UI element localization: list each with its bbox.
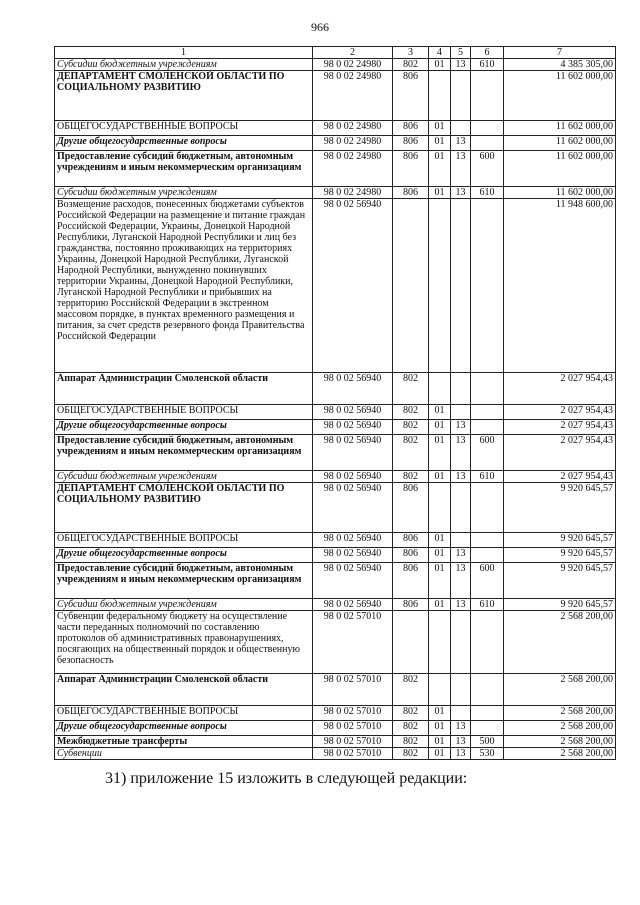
grbs-cell: 802 [393,736,429,748]
subsection-code-cell [451,405,471,420]
expense-type-cell [471,71,504,121]
target-code-cell: 98 0 02 56940 [313,405,393,420]
expense-type-cell: 610 [471,59,504,71]
section-code-cell: 01 [429,533,451,548]
expense-type-cell: 500 [471,736,504,748]
row-name-cell: Другие общегосударственные вопросы [55,420,313,435]
target-code-cell: 98 0 02 56940 [313,483,393,533]
section-code-cell [429,373,451,405]
grbs-cell [393,199,429,373]
row-name-cell: ДЕПАРТАМЕНТ СМОЛЕНСКОЙ ОБЛАСТИ ПО СОЦИАЛЬНОМУ РАЗВИТИЮ [55,483,313,533]
expense-type-cell: 610 [471,187,504,199]
target-code-cell: 98 0 02 56940 [313,533,393,548]
grbs-cell: 802 [393,373,429,405]
expense-type-cell [471,121,504,136]
amount-cell: 2 027 954,43 [504,373,616,405]
amount-cell: 2 568 200,00 [504,611,616,674]
grbs-cell: 806 [393,187,429,199]
target-code-cell: 98 0 02 56940 [313,435,393,471]
grbs-cell: 802 [393,721,429,736]
target-code-cell: 98 0 02 56940 [313,599,393,611]
grbs-cell: 802 [393,435,429,471]
amount-cell: 2 568 200,00 [504,736,616,748]
expense-type-cell [471,721,504,736]
amount-cell: 11 602 000,00 [504,187,616,199]
amount-cell: 2 568 200,00 [504,674,616,706]
row-name-cell: Предоставление субсидий бюджетным, автономным учреждениям и иным некоммерческим организациям [55,435,313,471]
expense-type-cell [471,405,504,420]
target-code-cell: 98 0 02 57010 [313,721,393,736]
grbs-cell: 806 [393,533,429,548]
subsection-code-cell: 13 [451,187,471,199]
target-code-cell: 98 0 02 24980 [313,71,393,121]
table-row [55,611,616,674]
row-name-cell: Межбюджетные трансферты [55,736,313,748]
table-row [55,121,616,136]
subsection-code-cell: 13 [451,721,471,736]
target-code-cell: 98 0 02 57010 [313,748,393,760]
subsection-code-cell: 13 [451,151,471,187]
subsection-code-cell: 13 [451,599,471,611]
row-name-cell: ОБЩЕГОСУДАРСТВЕННЫЕ ВОПРОСЫ [55,533,313,548]
amount-cell: 9 920 645,57 [504,563,616,599]
subsection-code-cell: 13 [451,736,471,748]
header-col-7: 7 [504,47,616,59]
row-name-cell: Возмещение расходов, понесенных бюджетами субъектов Российской Федерации на размещение и питание граждан Российской Федерации, Украины, Донецкой Народной Республики, Луганской Народной Республики и лиц без гражданства, постоянно проживающих на территориях Украины, Донецкой Народной Республики, Луганской Народной Республики, вынужденно покинувших территории Украины, Донецкой Народной Республики, Луганской Народной Республики и прибывших на территорию Российской Федерации в экстренном массовом порядке, в пунктах временного размещения и питания, за счет средств резервного фонда Правительства Российской Федерации [55,199,313,373]
grbs-cell: 802 [393,471,429,483]
target-code-cell: 98 0 02 57010 [313,611,393,674]
row-name-cell: Другие общегосударственные вопросы [55,721,313,736]
table-row [55,405,616,420]
expense-type-cell [471,420,504,435]
table-row [55,533,616,548]
target-code-cell: 98 0 02 56940 [313,199,393,373]
table-row [55,721,616,736]
target-code-cell: 98 0 02 57010 [313,736,393,748]
section-code-cell: 01 [429,121,451,136]
amount-cell: 2 568 200,00 [504,748,616,760]
amount-cell: 11 602 000,00 [504,136,616,151]
subsection-code-cell [451,199,471,373]
table-row [55,563,616,599]
amount-cell: 11 602 000,00 [504,71,616,121]
table-row [55,736,616,748]
grbs-cell: 802 [393,405,429,420]
row-name-cell: ОБЩЕГОСУДАРСТВЕННЫЕ ВОПРОСЫ [55,706,313,721]
amount-cell: 4 385 305,00 [504,59,616,71]
amount-cell: 2 027 954,43 [504,471,616,483]
amendment-text: 31) приложение 15 изложить в следующей редакции: [105,770,468,787]
amount-cell: 9 920 645,57 [504,533,616,548]
target-code-cell: 98 0 02 56940 [313,420,393,435]
row-name-cell: Субсидии бюджетным учреждениям [55,599,313,611]
expense-type-cell [471,373,504,405]
grbs-cell: 802 [393,420,429,435]
table-row [55,373,616,405]
grbs-cell: 802 [393,748,429,760]
section-code-cell: 01 [429,187,451,199]
row-name-cell: ОБЩЕГОСУДАРСТВЕННЫЕ ВОПРОСЫ [55,405,313,420]
subsection-code-cell [451,71,471,121]
amount-cell: 9 920 645,57 [504,599,616,611]
table-row [55,435,616,471]
subsection-code-cell: 13 [451,563,471,599]
expense-type-cell [471,533,504,548]
section-code-cell: 01 [429,563,451,599]
expense-type-cell: 600 [471,563,504,599]
table-row [55,471,616,483]
budget-table [54,46,616,760]
row-name-cell: ДЕПАРТАМЕНТ СМОЛЕНСКОЙ ОБЛАСТИ ПО СОЦИАЛЬНОМУ РАЗВИТИЮ [55,71,313,121]
target-code-cell: 98 0 02 56940 [313,563,393,599]
section-code-cell: 01 [429,748,451,760]
amount-cell: 11 602 000,00 [504,121,616,136]
table-header-row [55,47,616,59]
expense-type-cell: 600 [471,435,504,471]
target-code-cell: 98 0 02 56940 [313,471,393,483]
row-name-cell: Субсидии бюджетным учреждениям [55,59,313,71]
subsection-code-cell [451,483,471,533]
section-code-cell: 01 [429,599,451,611]
section-code-cell [429,674,451,706]
header-col-6: 6 [471,47,504,59]
table-row [55,187,616,199]
amount-cell: 2 027 954,43 [504,435,616,471]
row-name-cell: Другие общегосударственные вопросы [55,548,313,563]
table-row [55,674,616,706]
row-name-cell: Субвенции федеральному бюджету на осуществление части переданных полномочий по составлению протоколов об административных правонарушениях, посягающих на общественный порядок и общественную безопасность [55,611,313,674]
subsection-code-cell: 13 [451,136,471,151]
table-row [55,199,616,373]
row-name-cell: Предоставление субсидий бюджетным, автономным учреждениям и иным некоммерческим организациям [55,151,313,187]
section-code-cell: 01 [429,721,451,736]
table-row [55,748,616,760]
grbs-cell: 806 [393,483,429,533]
amount-cell: 9 920 645,57 [504,483,616,533]
subsection-code-cell: 13 [451,59,471,71]
row-name-cell: Предоставление субсидий бюджетным, автономным учреждениям и иным некоммерческим организациям [55,563,313,599]
section-code-cell: 01 [429,151,451,187]
row-name-cell: Субвенции [55,748,313,760]
grbs-cell: 802 [393,674,429,706]
grbs-cell: 806 [393,151,429,187]
table-row [55,420,616,435]
section-code-cell [429,71,451,121]
table-row [55,706,616,721]
expense-type-cell: 610 [471,599,504,611]
amount-cell: 11 948 600,00 [504,199,616,373]
row-name-cell: Субсидии бюджетным учреждениям [55,187,313,199]
grbs-cell: 806 [393,548,429,563]
subsection-code-cell: 13 [451,471,471,483]
expense-type-cell [471,548,504,563]
subsection-code-cell: 13 [451,435,471,471]
amount-cell: 2 568 200,00 [504,706,616,721]
expense-type-cell [471,706,504,721]
section-code-cell [429,611,451,674]
expense-type-cell: 530 [471,748,504,760]
section-code-cell: 01 [429,435,451,471]
subsection-code-cell [451,533,471,548]
section-code-cell [429,199,451,373]
page-number: 966 [311,20,329,34]
subsection-code-cell: 13 [451,420,471,435]
grbs-cell: 806 [393,136,429,151]
grbs-cell: 802 [393,59,429,71]
expense-type-cell [471,199,504,373]
header-col-2: 2 [313,47,393,59]
amount-cell: 11 602 000,00 [504,151,616,187]
target-code-cell: 98 0 02 57010 [313,706,393,721]
subsection-code-cell: 13 [451,748,471,760]
grbs-cell: 806 [393,599,429,611]
expense-type-cell: 610 [471,471,504,483]
table-row [55,548,616,563]
header-col-4: 4 [429,47,451,59]
table-row [55,599,616,611]
row-name-cell: Субсидии бюджетным учреждениям [55,471,313,483]
grbs-cell: 806 [393,121,429,136]
grbs-cell: 806 [393,563,429,599]
grbs-cell [393,611,429,674]
header-col-1: 1 [55,47,313,59]
target-code-cell: 98 0 02 56940 [313,548,393,563]
section-code-cell: 01 [429,420,451,435]
header-col-3: 3 [393,47,429,59]
subsection-code-cell [451,706,471,721]
table-row [55,483,616,533]
table-row [55,59,616,71]
section-code-cell: 01 [429,471,451,483]
table-row [55,136,616,151]
section-code-cell: 01 [429,548,451,563]
subsection-code-cell [451,674,471,706]
section-code-cell: 01 [429,706,451,721]
amount-cell: 2 568 200,00 [504,721,616,736]
section-code-cell: 01 [429,59,451,71]
section-code-cell: 01 [429,405,451,420]
expense-type-cell [471,136,504,151]
grbs-cell: 806 [393,71,429,121]
amount-cell: 2 027 954,43 [504,420,616,435]
row-name-cell: ОБЩЕГОСУДАРСТВЕННЫЕ ВОПРОСЫ [55,121,313,136]
expense-type-cell [471,674,504,706]
amount-cell: 9 920 645,57 [504,548,616,563]
subsection-code-cell [451,121,471,136]
target-code-cell: 98 0 02 24980 [313,187,393,199]
target-code-cell: 98 0 02 24980 [313,151,393,187]
section-code-cell: 01 [429,136,451,151]
subsection-code-cell [451,373,471,405]
target-code-cell: 98 0 02 24980 [313,136,393,151]
header-col-5: 5 [451,47,471,59]
expense-type-cell [471,483,504,533]
target-code-cell: 98 0 02 56940 [313,373,393,405]
expense-type-cell: 600 [471,151,504,187]
table-row [55,151,616,187]
target-code-cell: 98 0 02 24980 [313,59,393,71]
amount-cell: 2 027 954,43 [504,405,616,420]
subsection-code-cell [451,611,471,674]
subsection-code-cell: 13 [451,548,471,563]
row-name-cell: Другие общегосударственные вопросы [55,136,313,151]
target-code-cell: 98 0 02 57010 [313,674,393,706]
target-code-cell: 98 0 02 24980 [313,121,393,136]
section-code-cell: 01 [429,736,451,748]
section-code-cell [429,483,451,533]
grbs-cell: 802 [393,706,429,721]
row-name-cell: Аппарат Администрации Смоленской области [55,373,313,405]
table-row [55,71,616,121]
row-name-cell: Аппарат Администрации Смоленской области [55,674,313,706]
expense-type-cell [471,611,504,674]
